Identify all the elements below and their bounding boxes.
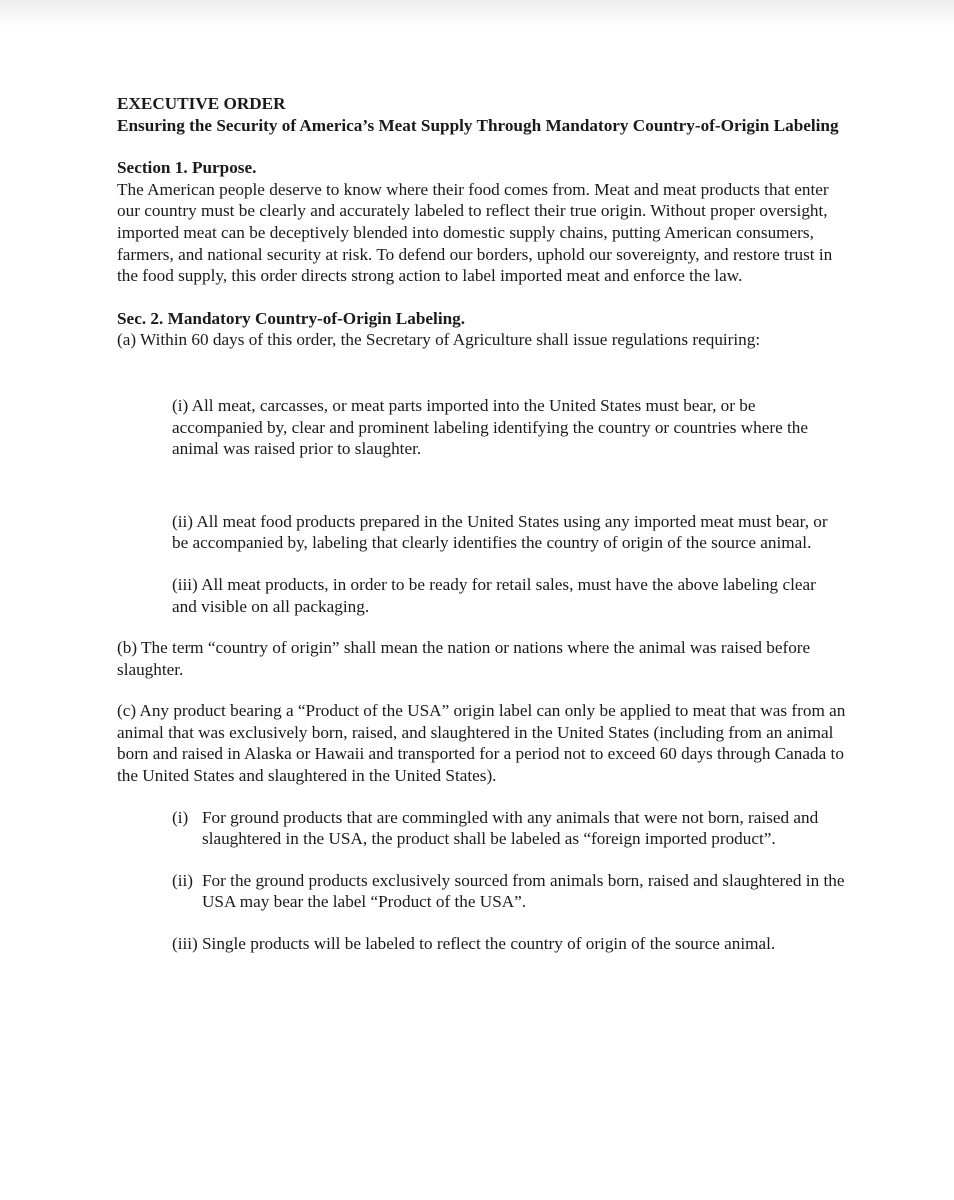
document-page [117,93,847,955]
section-2b: (b) The term “country of origin” shall mean the nation or nations where the animal was raised before slaughter. [117,638,811,679]
order-label: EXECUTIVE ORDER [117,94,286,113]
section-2c-item-i [172,807,847,850]
section-1-body: The American people deserve to know where their food comes from. Meat and meat products that enter our country must be clearly and accurately labeled to reflect their true origin. Without proper oversight, imported meat can be deceptively blended into domestic supply chains, putting American consumers, farmers, and national security at risk. To defend our borders, uphold our sovereignty, and restore trust in the food supply, this order directs strong action to label imported meat and enforce the law. [117,179,833,286]
section-2c-item-iii [172,933,847,955]
section-2c: (c) Any product bearing a “Product of the USA” origin label can only be applied to meat that was from an animal that was exclusively born, raised, and slaughtered in the United States (including from an animal born and raised in Alaska or Hawaii and transported for a period not to exceed 60 days through Canada to the United States and slaughtered in the United States). [117,701,846,786]
section-2a-intro: (a) Within 60 days of this order, the Secretary of Agriculture shall issue regulations requiring: [117,330,761,350]
section-2a-item-iii: (iii) All meat products, in order to be ready for retail sales, must have the above labeling clear and visible on all packaging. [172,574,816,616]
section-2c-list [172,807,847,955]
list-text: Single products will be labeled to reflect the country of origin of the source animal. [202,934,776,954]
top-shadow [0,0,954,28]
section-1-heading: Section 1. Purpose. [117,158,257,178]
list-number: (ii) [172,870,193,890]
list-number: (i) [172,807,189,827]
section-2c-item-ii [172,870,847,913]
section-2a-item-ii: (ii) All meat food products prepared in the United States using any imported meat must bear, or be accompanied by, labeling that clearly identifies the country of origin of the source animal. [172,511,828,553]
list-text: For ground products that are commingled with any animals that were not born, raised and slaughtered in the USA, the product shall be labeled as “foreign imported product”. [202,807,819,849]
list-number: (iii) [172,934,198,954]
section-2a-item-i: (i) All meat, carcasses, or meat parts imported into the United States must bear, or be accompanied by, clear and prominent labeling identifying the country or countries where the animal was raised prior to slaughter. [172,395,809,459]
order-title: Ensuring the Security of America’s Meat Supply Through Mandatory Country-of-Origin Labeling [117,115,839,135]
list-text: For the ground products exclusively sourced from animals born, raised and slaughtered in the USA may bear the label “Product of the USA”. [202,870,845,912]
section-2-heading: Sec. 2. Mandatory Country-of-Origin Labeling. [117,308,466,328]
